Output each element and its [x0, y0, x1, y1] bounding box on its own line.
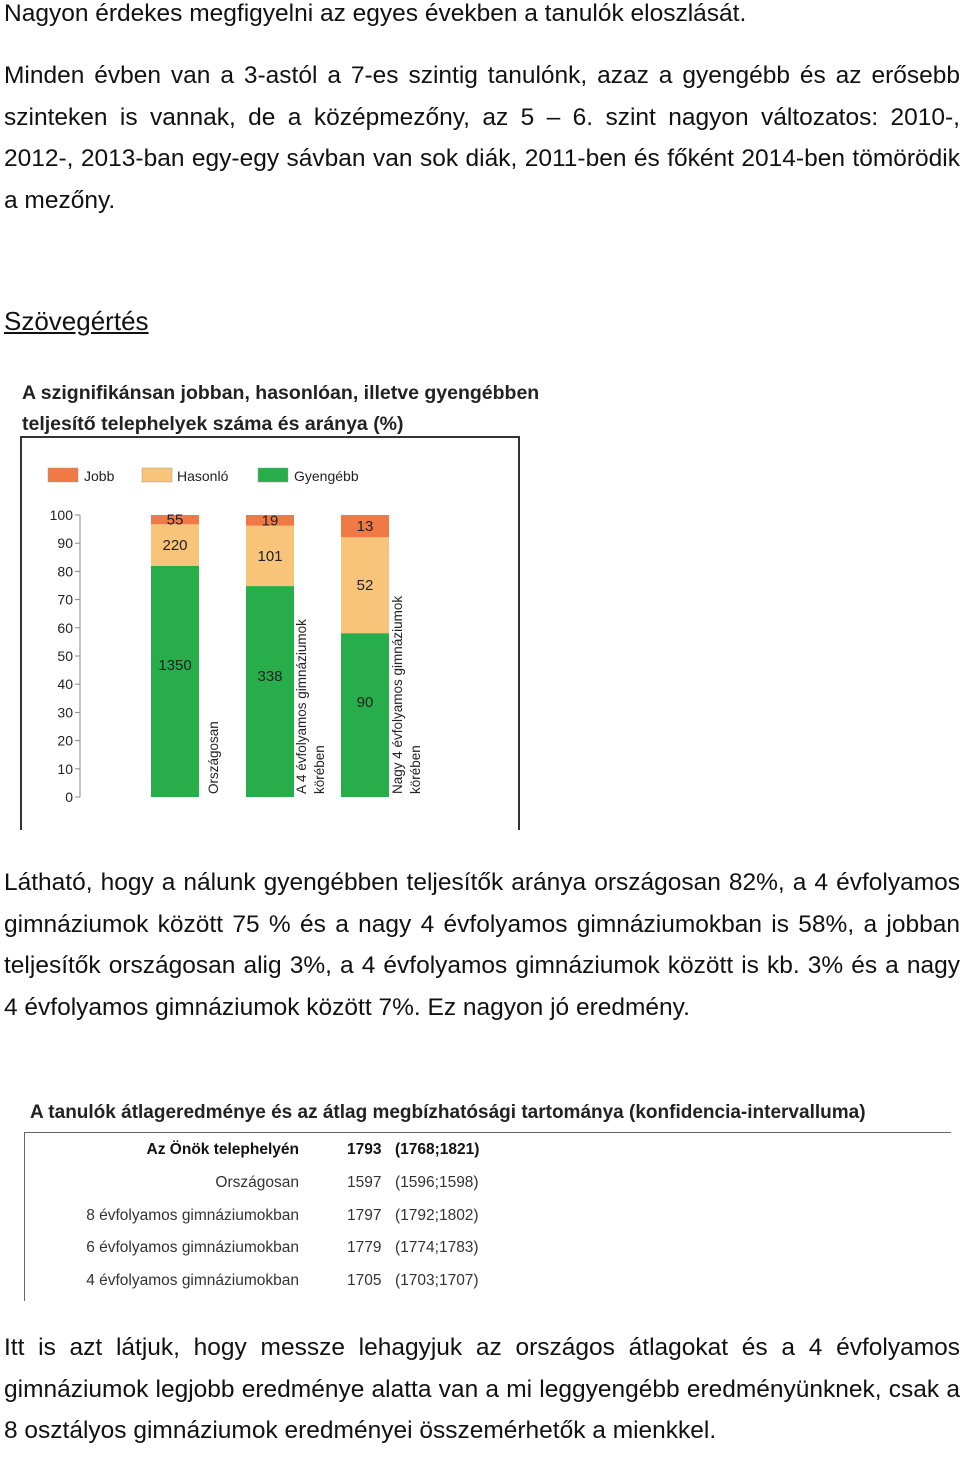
bar-segment-gyengébb: [246, 586, 294, 797]
category-label: A 4 évfolyamos gimnáziumok: [294, 619, 309, 794]
chart-title: [22, 378, 539, 440]
legend-label-gyengébb: Gyengébb: [294, 468, 359, 484]
category-label: körében: [408, 745, 423, 794]
row-average: 1779: [347, 1239, 382, 1257]
data-label-jobb: 19: [261, 512, 279, 530]
row-average: 1793: [347, 1141, 382, 1158]
legend-swatch-jobb: [48, 468, 78, 482]
chart-title-line-2: teljesítő telephelyek száma és aránya (%): [22, 413, 404, 435]
y-tick-label: 0: [65, 789, 73, 805]
legend-swatch-hasonló: [142, 468, 172, 482]
intro-sentence: Nagyon érdekes megfigyelni az egyes években a tanulók eloszlását.: [4, 0, 747, 27]
row-label: Az Önök telephelyén: [146, 1141, 299, 1158]
y-tick-label: 20: [57, 732, 73, 749]
table-row: [25, 1266, 951, 1298]
table-row: [25, 1233, 951, 1265]
y-tick-label: 100: [49, 507, 73, 523]
data-label-jobb: 55: [166, 511, 184, 529]
y-tick-label: 10: [57, 760, 73, 777]
y-tick-label: 30: [57, 704, 73, 721]
row-label: 8 évfolyamos gimnáziumokban: [86, 1206, 299, 1224]
table-row: [25, 1168, 951, 1200]
bar-segment-gyengébb: [341, 633, 389, 797]
row-label: 6 évfolyamos gimnáziumokban: [86, 1239, 299, 1257]
data-label-gyengébb: 1350: [158, 656, 192, 674]
row-label: 4 évfolyamos gimnáziumokban: [86, 1272, 299, 1290]
legend-swatch-gyengébb: [258, 468, 288, 482]
data-label-hasonló: 220: [162, 537, 188, 555]
paragraph-levels: Minden évben van a 3-astól a 7-es szintig tanulónk, azaz a gyengébb és az erősebb szinteken is vannak, de a középmezőny, az 5 – 6. szint nagyon változatos: 2010-, 2012-, 2013-ban egy-egy sávban van sok diák, 2011-ben és főként 2014-ben tömörödik a mezőny.: [4, 62, 960, 214]
data-label-gyengébb: 338: [257, 667, 283, 685]
stacked-bar-chart: [20, 436, 522, 830]
y-tick-label: 70: [57, 591, 73, 608]
y-tick-label: 90: [57, 535, 73, 552]
row-label: Országosan: [215, 1173, 299, 1191]
table-title: A tanulók átlageredménye és az átlag megbízhatósági tartománya (konfidencia-intervalluma): [30, 1102, 866, 1123]
row-confidence-interval: (1596;1598): [395, 1173, 479, 1191]
row-average: 1597: [347, 1173, 382, 1191]
bar-segment-gyengébb: [151, 566, 199, 797]
table-row: [25, 1135, 951, 1167]
category-label: Nagy 4 évfolyamos gimnáziumok: [390, 595, 405, 794]
table-row: [25, 1201, 951, 1233]
row-confidence-interval: (1703;1707): [395, 1272, 479, 1290]
category-label: Országosan: [206, 721, 221, 794]
row-confidence-interval: (1792;1802): [395, 1206, 479, 1224]
y-tick-label: 50: [57, 648, 73, 664]
results-table: [24, 1132, 951, 1301]
paragraph-chart-analysis: Látható, hogy a nálunk gyengébben teljesítők aránya országosan 82%, a 4 évfolyamos gimnáziumok között 75 % és a nagy 4 évfolyamos gimnáziumokban is 58%, a jobban teljesítők országosan alig 3%, a 4 évfolyamos gimnáziumok között is kb. 3% és a nagy 4 évfolyamos gimnáziumok között 7%. Ez nagyon jó eredmény.: [4, 869, 960, 1021]
chart-title-line-1: A szignifikánsan jobban, hasonlóan, illetve gyengébben: [22, 382, 540, 404]
y-tick-label: 40: [57, 676, 73, 693]
row-confidence-interval: (1768;1821): [395, 1141, 480, 1158]
y-tick-label: 60: [57, 619, 73, 636]
data-label-gyengébb: 90: [356, 693, 374, 711]
legend-label-hasonló: Hasonló: [177, 468, 229, 484]
data-label-hasonló: 52: [356, 577, 374, 595]
row-confidence-interval: (1774;1783): [395, 1239, 479, 1257]
paragraph-conclusion: Itt is azt látjuk, hogy messze lehagyjuk az országos átlagokat és a 4 évfolyamos gimnáziumok legjobb eredménye alatta van a mi leggyengébb eredményünknek, csak a 8 osztályos gimnáziumok eredményei összemérhetők a mienkkel.: [4, 1334, 960, 1444]
category-label: körében: [312, 745, 327, 794]
y-tick-label: 80: [57, 563, 73, 580]
row-average: 1797: [347, 1206, 382, 1224]
section-heading-szovegertes: Szövegértés: [4, 306, 149, 336]
legend-label-jobb: Jobb: [84, 468, 115, 484]
row-average: 1705: [347, 1272, 382, 1290]
data-label-jobb: 13: [356, 518, 374, 536]
data-label-hasonló: 101: [257, 547, 283, 565]
